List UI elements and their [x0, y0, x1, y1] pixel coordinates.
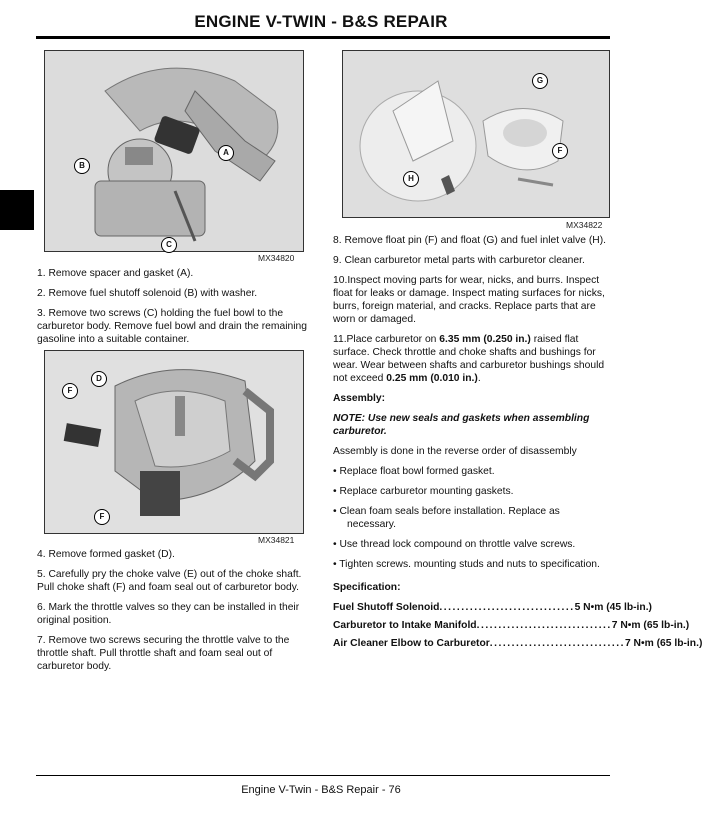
figure-id-label: MX34821	[258, 535, 295, 545]
callout-c: C	[161, 237, 177, 253]
step-4: 4. Remove formed gasket (D).	[37, 549, 175, 560]
left-column-steps-1	[37, 267, 312, 353]
callout-b: B	[74, 158, 90, 174]
step-10: 10.Inspect moving parts for wear, nicks, and burrs. Inspect float for leaks or damage. Inspect mating surfaces for nicks, burrs, foreign material, and cracks. Replace parts that are worn or damaged.	[333, 275, 605, 325]
header-rule	[36, 36, 610, 39]
spec-row: Fuel Shutoff Solenoid ............................... 5 N•m (45 lb-in.)	[333, 602, 652, 613]
callout-d: D	[91, 371, 107, 387]
section-tab-marker	[0, 190, 34, 230]
figure-id-label: MX34822	[566, 220, 603, 230]
step-5: 5. Carefully pry the choke valve (E) out of the choke shaft. Pull choke shaft (F) and foam seal out of carburetor body.	[37, 569, 302, 593]
page-footer: Engine V-Twin - B&S Repair - 76	[241, 784, 401, 796]
note: NOTE: Use new seals and gaskets when assembling carburetor.	[333, 413, 590, 437]
step-6: 6. Mark the throttle valves so they can be installed in their original position.	[37, 602, 300, 626]
float-parts-photo	[343, 51, 609, 217]
right-column	[333, 234, 702, 655]
figure-carburetor-body	[44, 350, 304, 534]
figure-carburetor-exploded	[44, 50, 304, 252]
callout-f-upper: F	[62, 383, 78, 399]
step-3: 3. Remove two screws (C) holding the fuel bowl to the carburetor body. Remove fuel bowl and drain the remaining gasoline into a suitable container.	[37, 308, 307, 345]
page-title: ENGINE V-TWIN - B&S REPAIR	[194, 12, 448, 31]
left-column-steps-2	[37, 548, 312, 680]
spec-row: Air Cleaner Elbow to Carburetor ............................... 7 N•m (65 lb-in.)	[333, 638, 702, 649]
figure-id-label: MX34820	[258, 253, 295, 263]
carburetor-manifold-photo	[45, 51, 303, 251]
callout-g: G	[532, 73, 548, 89]
spec-heading: Specification:	[333, 582, 401, 593]
bullet-item: • Replace carburetor mounting gaskets.	[333, 486, 514, 497]
step-9: 9. Clean carburetor metal parts with carburetor cleaner.	[333, 255, 585, 266]
callout-f: F	[552, 143, 568, 159]
step-2: 2. Remove fuel shutoff solenoid (B) with washer.	[37, 288, 258, 299]
bullet-item: • Clean foam seals before installation. Replace as necessary.	[333, 506, 560, 530]
footer-rule	[36, 775, 610, 776]
figure-float-parts	[342, 50, 610, 218]
step-1: 1. Remove spacer and gasket (A).	[37, 268, 194, 279]
assembly-intro: Assembly is done in the reverse order of disassembly	[333, 446, 577, 457]
bullet-item: • Use thread lock compound on throttle valve screws.	[333, 539, 576, 550]
step-7: 7. Remove two screws securing the throttle valve to the throttle shaft. Pull throttle shaft and foam seal out of carburetor body.	[37, 635, 290, 672]
callout-f-lower: F	[94, 509, 110, 525]
callout-a: A	[218, 145, 234, 161]
step-11: 11.Place carburetor on 6.35 mm (0.250 in.) raised flat surface. Check throttle and choke shafts and bushings for wear. Wear between shafts and carburetor bushings should not exceed 0.25 mm (0.010 in.).	[333, 334, 605, 384]
carburetor-body-photo	[45, 351, 303, 533]
bullet-item: • Tighten screws. mounting studs and nuts to specification.	[333, 559, 600, 570]
assembly-heading: Assembly:	[333, 393, 386, 404]
bullet-item: • Replace float bowl formed gasket.	[333, 466, 495, 477]
callout-h: H	[403, 171, 419, 187]
spec-row: Carburetor to Intake Manifold ............................... 7 N•m (65 lb-in.)	[333, 620, 690, 631]
step-8: 8. Remove float pin (F) and float (G) and fuel inlet valve (H).	[333, 235, 606, 246]
